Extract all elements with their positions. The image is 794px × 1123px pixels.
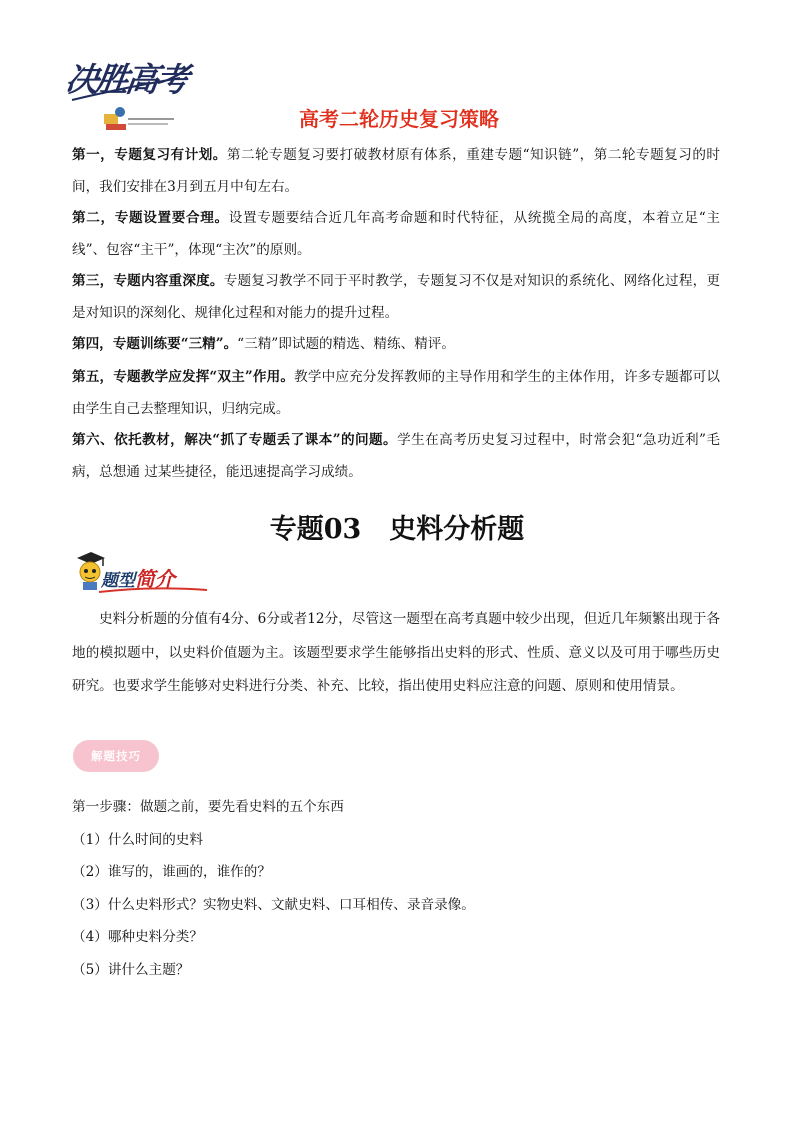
tips-badge: 解题技巧 bbox=[73, 740, 159, 772]
intro-badge-label bbox=[101, 563, 175, 592]
step-line: （3）什么史料形式？实物史料、文献史料、口耳相传、录音录像。 bbox=[72, 896, 475, 913]
strategy-text: 设置专题要结合近几年高考命题和时代特征，从统揽全局的高度，本着立足“主线”、包容“主干”，体现“主次”的原则。 bbox=[72, 210, 720, 258]
logo-text: 决胜高考 bbox=[62, 60, 189, 99]
step-line: （4）哪种史料分类？ bbox=[72, 929, 203, 946]
strategy-text: 第二轮专题复习要打破教材原有体系，重建专题“知识链”，第二轮专题复习的时间，我们安排在3月到五月中旬左右。 bbox=[72, 147, 720, 195]
strategy-lead: 第二，专题设置要合理。 bbox=[72, 210, 229, 226]
step-line: 第一步骤：做题之前，要先看史料的五个东西 bbox=[72, 799, 344, 815]
strategy-item-1 bbox=[72, 140, 720, 203]
topic-title bbox=[0, 507, 794, 546]
topic-number: 专题03 bbox=[269, 514, 362, 545]
step-line: （5）讲什么主题？ bbox=[72, 961, 190, 978]
strategy-lead: 第一，专题复习有计划。 bbox=[72, 147, 227, 163]
strategy-item-2 bbox=[72, 203, 720, 266]
strategy-item-4 bbox=[72, 329, 720, 361]
strategy-text: 专题复习教学不同于平时教学，专题复习不仅是对知识的系统化、网络化过程，更是对知识的深刻化、规律化过程和对能力的提升过程。 bbox=[72, 273, 721, 321]
step-line: （1）什么时间的史料 bbox=[72, 831, 203, 848]
strategy-text: 教学中应充分发挥教师的主导作用和学生的主体作用，许多专题都可以由学生自己去整理知识，归纳完成。 bbox=[72, 369, 720, 417]
strategy-lead: 第四，专题训练要“三精”。 bbox=[72, 336, 238, 352]
intro-badge-main: 题型 bbox=[101, 571, 135, 591]
strategy-text: 学生在高考历史复习过程中，时常会犯“急功近利”毛病，总想通 过某些捷径，能迅速提高学习成绩。 bbox=[72, 432, 721, 480]
steps-list bbox=[72, 795, 720, 991]
intro-badge bbox=[71, 550, 211, 596]
strategy-item-3 bbox=[72, 266, 720, 329]
strategy-lead: 第五，专题教学应发挥“双主”作用。 bbox=[72, 369, 295, 385]
intro-badge-accent: 简介 bbox=[135, 567, 175, 591]
strategy-title: 高考二轮历史复习策略 bbox=[299, 107, 499, 131]
step-line: （2）谁写的，谁画的，谁作的？ bbox=[72, 864, 271, 881]
strategy-item-5 bbox=[72, 362, 720, 425]
strategy-lead: 第六、依托教材，解决“抓了专题丢了课本”的问题。 bbox=[72, 432, 398, 448]
strategy-lead: 第三，专题内容重深度。 bbox=[72, 273, 224, 289]
strategy-text: “三精”即试题的精选、精练、精评。 bbox=[237, 336, 455, 352]
intro-body: 史料分析题的分值有4分、6分或者12分，尽管这一题型在高考真题中较少出现，但近几年频繁出现于各地的模拟题中，以史料价值题为主。该题型要求学生能够指出史料的形式、性质、意义以及可用于哪些历史研究。也要求学生能够对史料进行分类、补充、比较，指出使用史料应注意的问题、原则和使用情景。 bbox=[72, 611, 720, 694]
strategy-item-6 bbox=[72, 425, 720, 488]
topic-name: 史料分析题 bbox=[389, 514, 525, 545]
